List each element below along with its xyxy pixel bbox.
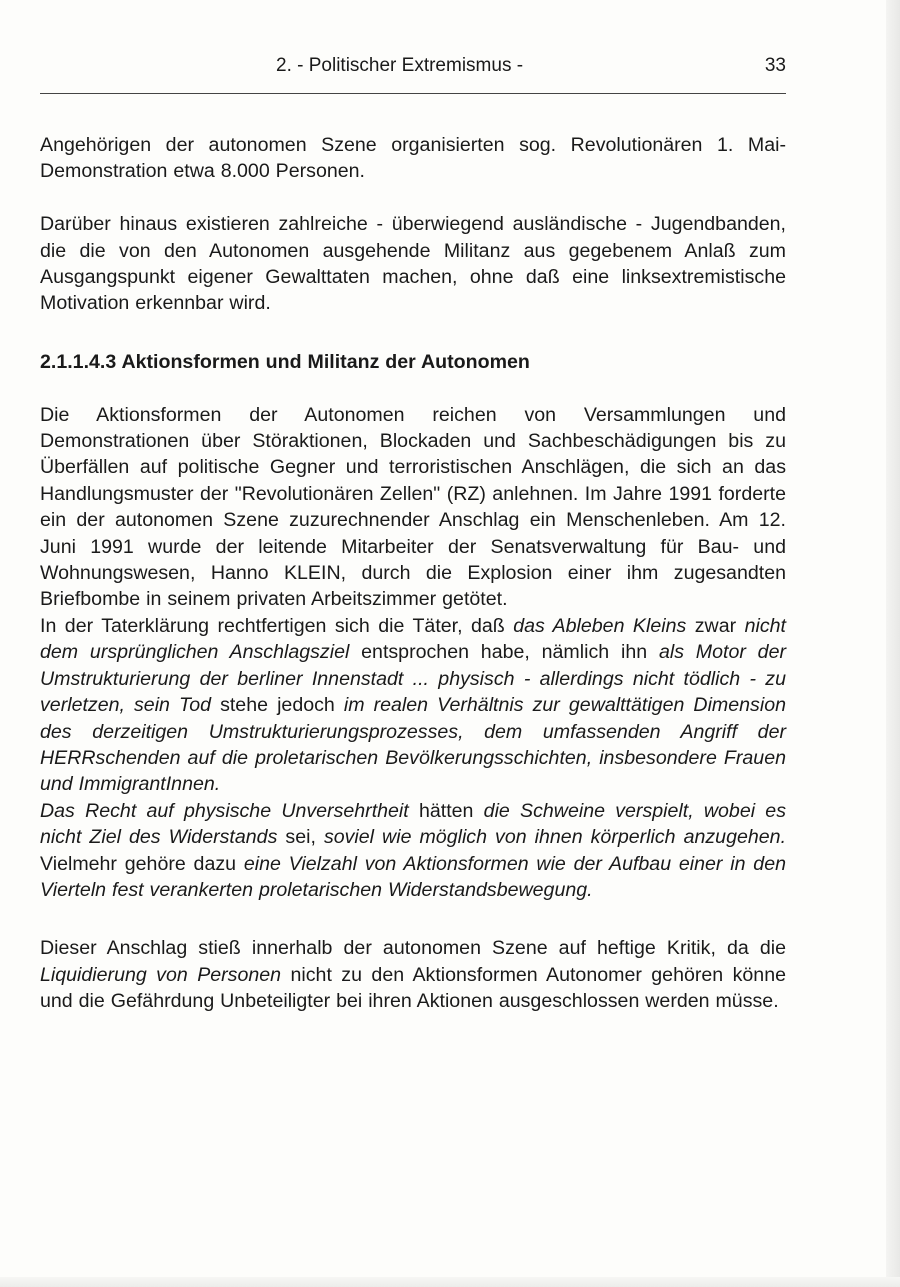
scan-bottom-shadow: [0, 1277, 900, 1287]
paragraph-6: [40, 935, 786, 1014]
p5-quote-1: Das Recht auf physische Unversehrtheit: [40, 799, 409, 822]
p5-quote-4: eine Vielzahl von Aktionsformen wie der Aufbau einer in den Vierteln fest verankerten proletarischen Widerstandsbewegung.: [40, 852, 786, 901]
p6-text-1: Dieser Anschlag stieß innerhalb der autonomen Szene auf heftige Kritik, da die: [40, 937, 786, 960]
p5-quote-2: die Schweine verspielt, wobei es nicht Ziel des Widerstands: [40, 799, 786, 849]
paragraph-2: Darüber hinaus existieren zahlreiche - überwiegend ausländische - Jugendbanden, die die von den Autonomen ausgehende Militanz aus gegebenem Anlaß zum Ausgangspunkt eigener Gewalttaten machen, ohne daß eine linksextremistische Motivation erkennbar wird.: [40, 213, 786, 315]
p4-text-2: zwar: [686, 614, 745, 637]
document-page: [40, 52, 786, 1015]
paragraph-3: Die Aktionsformen der Autonomen reichen von Versammlungen und Demonstrationen über Störaktionen, Blockaden und Sachbeschädigungen bis zu Überfällen auf politische Gegner und terroristischen Anschlägen, die sich an das Handlungsmuster der "Revolutionären Zellen" (RZ) anlehnen. Im Jahre 1991 forderte ein der autonomen Szene zuzurechnender Anschlag ein Menschenleben. Am 12. Juni 1991 wurde der leitende Mitarbeiter der Senatsverwaltung für Bau- und Wohnungswesen, Hanno KLEIN, durch die Explosion einer ihm zugesandten Briefbombe in seinem privaten Arbeitszimmer getötet.: [40, 403, 786, 611]
p4-text-4: stehe jedoch: [211, 694, 344, 717]
paragraph-1: Angehörigen der autonomen Szene organisierten sog. Revolutionären 1. Mai-Demonstration etwa 8.000 Personen.: [40, 134, 786, 183]
p4-quote-4: im realen Verhältnis zur gewalttätigen Dimension des derzeitigen Umstrukturierungsprozesses, dem umfassenden Angriff der HERRschenden auf die proletarischen Bevölkerungsschichten, insbesondere Frauen und ImmigrantInnen.: [40, 694, 786, 796]
document-body: [40, 132, 786, 1015]
p4-text-3: entsprochen habe, nämlich ihn: [349, 641, 659, 664]
header-rule: [40, 93, 786, 94]
p5-text-2: sei,: [277, 826, 324, 849]
paragraph-4: [40, 613, 786, 798]
header-title: 2. - Politischer Extremismus -: [276, 55, 524, 76]
running-header: [40, 52, 786, 82]
p6-text-2: nicht zu den Aktionsformen Autonomer gehören könne und die Gefährdung Unbeteiligter bei ihren Aktionen ausgeschlossen werden müsse.: [40, 963, 786, 1013]
p4-quote-1: das Ableben Kleins: [513, 614, 687, 637]
page-number: 33: [764, 55, 786, 76]
paragraph-5: [40, 798, 786, 904]
p6-quote-1: Liquidierung von Personen: [40, 963, 282, 986]
p5-text-3: Vielmehr gehöre dazu: [40, 852, 244, 875]
p5-text-1: hätten: [408, 799, 484, 822]
p4-quote-2: nicht dem ursprünglichen Anschlagsziel: [40, 614, 786, 664]
scan-edge-shadow: [886, 0, 900, 1287]
p5-quote-3: soviel wie möglich von ihnen körperlich anzugehen.: [323, 826, 787, 849]
p4-text-1: In der Taterklärung rechtfertigen sich die Täter, daß: [40, 614, 514, 637]
p4-quote-3: als Motor der Umstrukturierung der berliner Innenstadt ... physisch - allerdings nicht tödlich - zu verletzen, sein Tod: [40, 641, 787, 717]
section-heading: 2.1.1.4.3 Aktionsformen und Militanz der Autonomen: [40, 350, 530, 373]
